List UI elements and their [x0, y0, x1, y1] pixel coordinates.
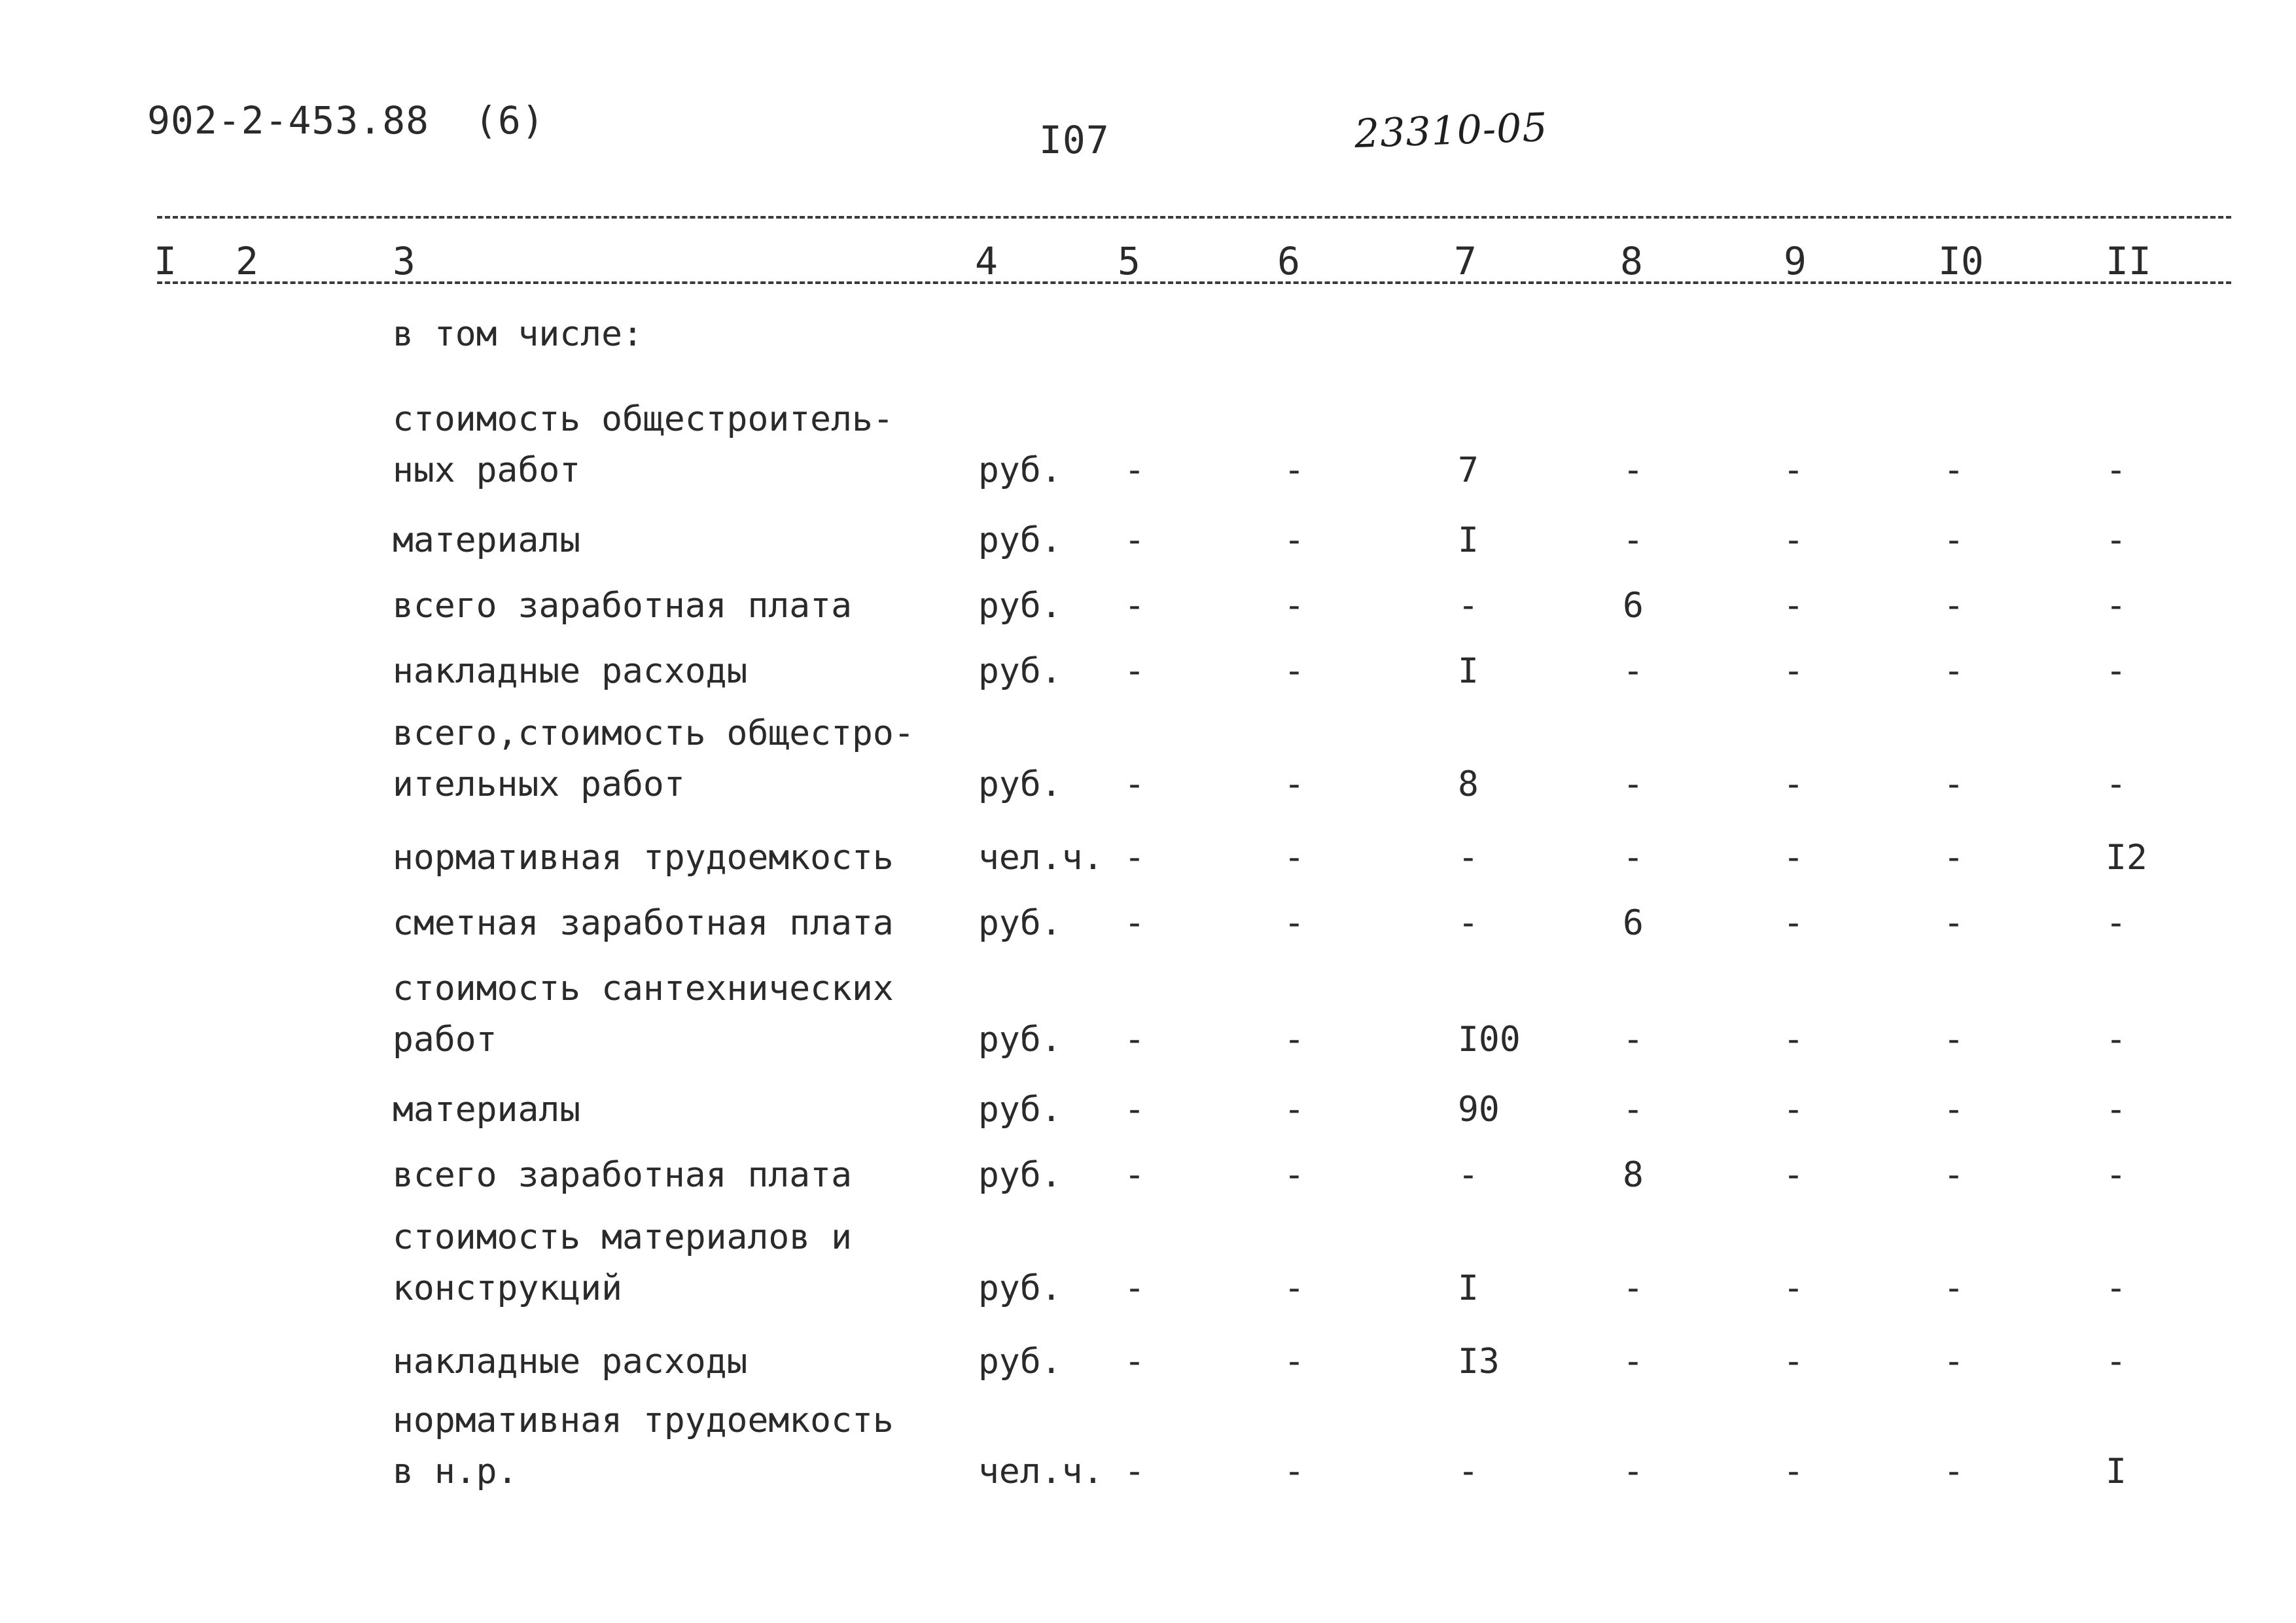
- cell-c8: -: [1623, 1452, 1644, 1491]
- cell-c11: -: [2106, 520, 2127, 560]
- cell-c6: -: [1284, 1452, 1305, 1491]
- cell-c8: -: [1623, 1268, 1644, 1308]
- cell-c6: -: [1284, 1020, 1305, 1060]
- cell-c8: -: [1623, 1090, 1644, 1130]
- row-name: работ: [393, 1020, 497, 1060]
- cell-c11: -: [2106, 1342, 2127, 1382]
- row-name: всего заработная плата: [393, 1155, 852, 1195]
- cell-c7: I00: [1458, 1020, 1521, 1060]
- cell-c10: -: [1943, 1268, 1964, 1308]
- column-number-6: 6: [1277, 239, 1300, 283]
- inventory-number: 23310-05: [1353, 104, 1549, 158]
- column-number-8: 8: [1620, 239, 1643, 283]
- cell-c9: -: [1783, 1452, 1804, 1491]
- column-number-2: 2: [236, 239, 258, 283]
- cell-c7: 90: [1458, 1090, 1500, 1130]
- cell-c10: -: [1943, 586, 1964, 626]
- cell-c6: -: [1284, 838, 1305, 878]
- column-number-4: 4: [975, 239, 998, 283]
- row-name: ных работ: [393, 450, 581, 490]
- cell-c9: -: [1783, 1155, 1804, 1195]
- cell-c8: 6: [1623, 586, 1644, 626]
- row-name: конструкций: [393, 1268, 622, 1308]
- column-number-10: I0: [1938, 239, 1984, 283]
- row-name: стоимость общестроитель-: [393, 399, 894, 439]
- row-name: накладные расходы: [393, 651, 748, 691]
- cell-c6: -: [1284, 1342, 1305, 1382]
- cell-c7: I: [1458, 651, 1479, 691]
- row-unit: чел.ч.: [978, 838, 1104, 878]
- column-number-5: 5: [1118, 239, 1140, 283]
- cell-c11: -: [2106, 1090, 2127, 1130]
- cell-c10: -: [1943, 1155, 1964, 1195]
- row-name: всего заработная плата: [393, 586, 852, 626]
- cell-c11: -: [2106, 1020, 2127, 1060]
- row-name: стоимость сантехнических: [393, 969, 894, 1008]
- cell-c11: I: [2106, 1452, 2127, 1491]
- row-name: в н.р.: [393, 1452, 518, 1491]
- cell-c8: -: [1623, 838, 1644, 878]
- row-name: всего,стоимость общестро-: [393, 713, 915, 753]
- cell-c7: 8: [1458, 764, 1479, 804]
- row-name: нормативная трудоемкость: [393, 1400, 894, 1440]
- cell-c10: -: [1943, 1342, 1964, 1382]
- cell-c9: -: [1783, 764, 1804, 804]
- page-number: I07: [1039, 118, 1110, 162]
- cell-c10: -: [1943, 1452, 1964, 1491]
- row-unit: руб.: [978, 1342, 1062, 1382]
- cell-c5: -: [1124, 764, 1145, 804]
- cell-c10: -: [1943, 450, 1964, 490]
- cell-c7: I3: [1458, 1342, 1500, 1382]
- column-number-11: II: [2106, 239, 2151, 283]
- cell-c6: -: [1284, 1268, 1305, 1308]
- subtitle: в том числе:: [393, 314, 643, 354]
- cell-c5: -: [1124, 1342, 1145, 1382]
- row-unit: чел.ч.: [978, 1452, 1104, 1491]
- row-name: стоимость материалов и: [393, 1217, 852, 1257]
- cell-c6: -: [1284, 586, 1305, 626]
- cell-c5: -: [1124, 1155, 1145, 1195]
- cell-c6: -: [1284, 450, 1305, 490]
- document-code: 902-2-453.88: [147, 98, 430, 143]
- row-unit: руб.: [978, 764, 1062, 804]
- row-unit: руб.: [978, 586, 1062, 626]
- cell-c5: -: [1124, 903, 1145, 943]
- cell-c8: -: [1623, 1342, 1644, 1382]
- cell-c7: -: [1458, 903, 1479, 943]
- header-rule-bottom: [157, 281, 2231, 284]
- sheet-number: (6): [474, 98, 545, 143]
- cell-c5: -: [1124, 1452, 1145, 1491]
- cell-c7: -: [1458, 1155, 1479, 1195]
- cell-c11: -: [2106, 1268, 2127, 1308]
- header-rule-top: [157, 216, 2231, 219]
- cell-c11: -: [2106, 586, 2127, 626]
- row-name: сметная заработная плата: [393, 903, 894, 943]
- column-number-3: 3: [393, 239, 415, 283]
- row-unit: руб.: [978, 1155, 1062, 1195]
- cell-c11: -: [2106, 450, 2127, 490]
- cell-c8: -: [1623, 651, 1644, 691]
- cell-c9: -: [1783, 651, 1804, 691]
- cell-c7: -: [1458, 838, 1479, 878]
- row-name: ительных работ: [393, 764, 685, 804]
- cell-c7: -: [1458, 1452, 1479, 1491]
- cell-c8: -: [1623, 450, 1644, 490]
- row-unit: руб.: [978, 651, 1062, 691]
- column-number-9: 9: [1784, 239, 1807, 283]
- cell-c10: -: [1943, 903, 1964, 943]
- cell-c10: -: [1943, 520, 1964, 560]
- cell-c6: -: [1284, 1155, 1305, 1195]
- column-number-1: I: [154, 239, 177, 283]
- cell-c5: -: [1124, 520, 1145, 560]
- cell-c7: I: [1458, 520, 1479, 560]
- cell-c5: -: [1124, 586, 1145, 626]
- row-unit: руб.: [978, 1090, 1062, 1130]
- cell-c10: -: [1943, 651, 1964, 691]
- row-unit: руб.: [978, 903, 1062, 943]
- cell-c10: -: [1943, 764, 1964, 804]
- cell-c11: -: [2106, 651, 2127, 691]
- cell-c5: -: [1124, 838, 1145, 878]
- cell-c8: -: [1623, 764, 1644, 804]
- cell-c7: 7: [1458, 450, 1479, 490]
- row-name: нормативная трудоемкость: [393, 838, 894, 878]
- row-name: материалы: [393, 520, 581, 560]
- cell-c5: -: [1124, 651, 1145, 691]
- cell-c6: -: [1284, 1090, 1305, 1130]
- cell-c10: -: [1943, 1020, 1964, 1060]
- cell-c8: -: [1623, 1020, 1644, 1060]
- cell-c5: -: [1124, 1268, 1145, 1308]
- cell-c6: -: [1284, 651, 1305, 691]
- row-unit: руб.: [978, 1020, 1062, 1060]
- cell-c11: I2: [2106, 838, 2147, 878]
- cell-c9: -: [1783, 903, 1804, 943]
- cell-c6: -: [1284, 764, 1305, 804]
- cell-c7: I: [1458, 1268, 1479, 1308]
- cell-c10: -: [1943, 838, 1964, 878]
- cell-c10: -: [1943, 1090, 1964, 1130]
- cell-c9: -: [1783, 838, 1804, 878]
- row-name: материалы: [393, 1090, 581, 1130]
- row-name: накладные расходы: [393, 1342, 748, 1382]
- row-unit: руб.: [978, 450, 1062, 490]
- cell-c9: -: [1783, 450, 1804, 490]
- cell-c5: -: [1124, 1090, 1145, 1130]
- cell-c8: 8: [1623, 1155, 1644, 1195]
- cell-c7: -: [1458, 586, 1479, 626]
- cell-c8: 6: [1623, 903, 1644, 943]
- cell-c9: -: [1783, 1268, 1804, 1308]
- cell-c9: -: [1783, 1342, 1804, 1382]
- cell-c6: -: [1284, 903, 1305, 943]
- cell-c5: -: [1124, 1020, 1145, 1060]
- cell-c9: -: [1783, 1020, 1804, 1060]
- cell-c5: -: [1124, 450, 1145, 490]
- cell-c11: -: [2106, 1155, 2127, 1195]
- cell-c9: -: [1783, 586, 1804, 626]
- cell-c8: -: [1623, 520, 1644, 560]
- cell-c9: -: [1783, 520, 1804, 560]
- row-unit: руб.: [978, 1268, 1062, 1308]
- cell-c11: -: [2106, 903, 2127, 943]
- cell-c6: -: [1284, 520, 1305, 560]
- cell-c11: -: [2106, 764, 2127, 804]
- cell-c9: -: [1783, 1090, 1804, 1130]
- row-unit: руб.: [978, 520, 1062, 560]
- column-number-7: 7: [1454, 239, 1477, 283]
